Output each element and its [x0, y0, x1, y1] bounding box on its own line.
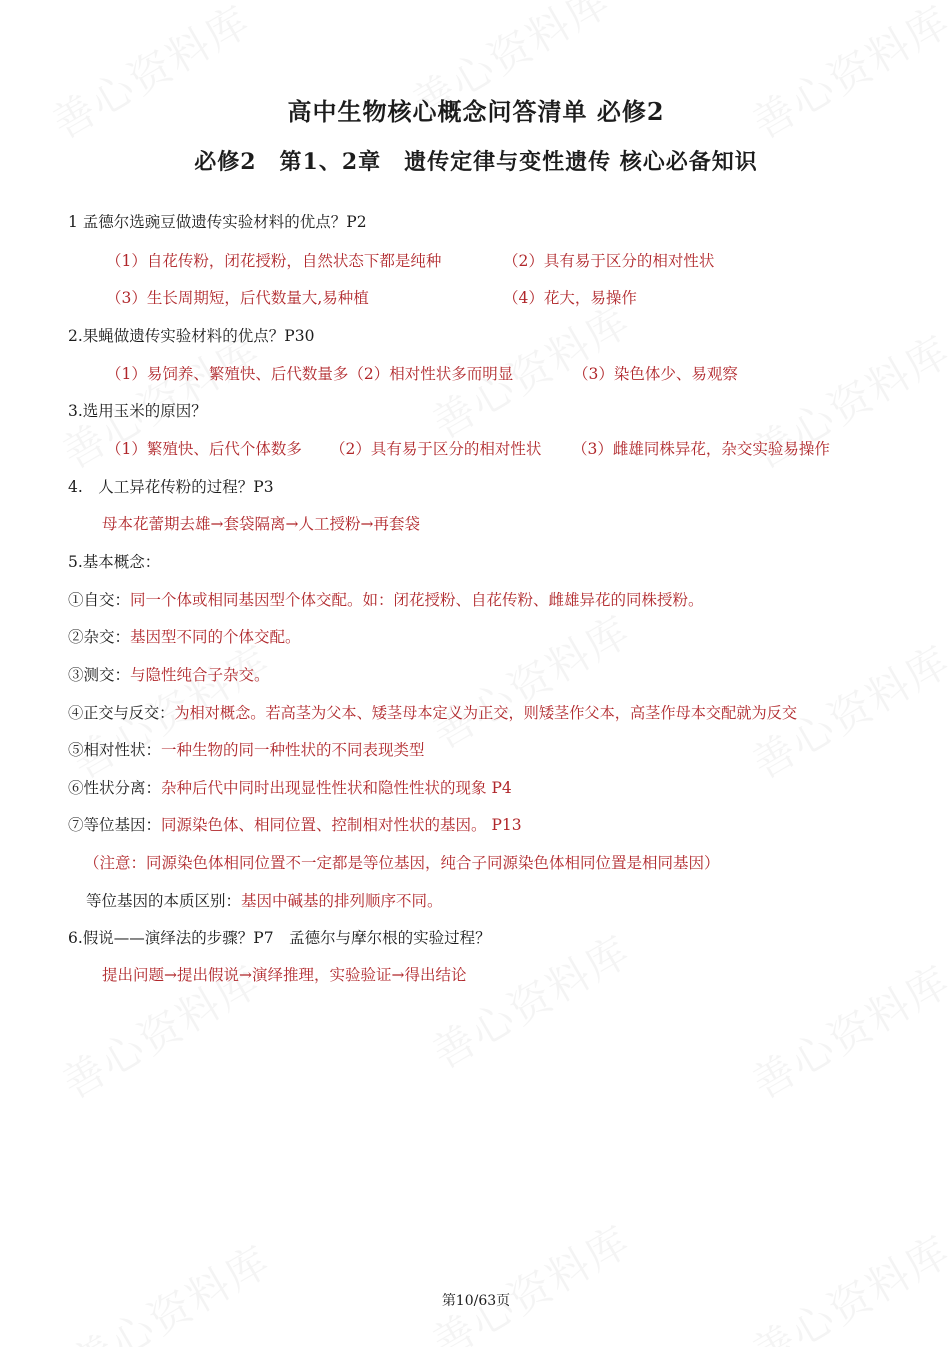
answer-1-4: （4）花大，易操作	[503, 289, 637, 307]
concept-term: ④正交与反交：	[68, 704, 175, 722]
concept-definition: 杂种后代中同时出现显性性状和隐性性状的现象 P4	[161, 779, 512, 797]
concept-item	[68, 626, 301, 648]
question-2: 2.果蝇做遗传实验材料的优点？P30	[68, 327, 315, 345]
answer-3-3: （3）雌雄同株异花，杂交实验易操作	[572, 440, 830, 458]
answer-3-2: （2）具有易于区分的相对性状	[330, 440, 542, 458]
answer-4: 母本花蕾期去雄→套袋隔离→人工授粉→再套袋	[102, 515, 420, 533]
watermark	[420, 1209, 641, 1347]
question-4: 4. 人工异花传粉的过程？P3	[68, 478, 274, 496]
concept-term: ②杂交：	[68, 628, 131, 646]
watermark	[740, 949, 952, 1111]
concept-term: ⑥性状分离：	[68, 779, 162, 797]
note: （注意：同源染色体相同位置不一定都是等位基因，纯合子同源染色体相同位置是相同基因）	[84, 854, 720, 872]
answer-3-1: （1）繁殖快、后代个体数多	[106, 440, 302, 458]
page-number: 第10/63页	[441, 1293, 511, 1309]
watermark	[740, 1219, 952, 1347]
concept-item	[68, 739, 425, 761]
concept-definition: 与隐性纯合子杂交。	[130, 666, 270, 684]
concept-item	[68, 702, 797, 724]
concept-term: ⑤相对性状：	[68, 741, 162, 759]
concept-essence	[86, 890, 443, 912]
watermark	[60, 1229, 281, 1347]
page-title: 高中生物核心概念问答清单 必修2	[287, 97, 665, 126]
question-5: 5.基本概念：	[68, 553, 161, 571]
concept-term: ⑦等位基因：	[68, 816, 162, 834]
concept-definition: 同一个体或相同基因型个体交配。如：闭花授粉、自花传粉、雌雄异花的同株授粉。	[130, 591, 704, 609]
concept-definition: 同源染色体、相同位置、控制相对性状的基因。 P13	[161, 816, 522, 834]
concept-definition: 为相对概念。若高茎为父本、矮茎母本定义为正交，则矮茎作父本，高茎作母本交配就为反交	[174, 704, 797, 722]
concept-term: ③测交：	[68, 666, 131, 684]
concept-item	[68, 664, 270, 686]
answer-6: 提出问题→提出假说→演绎推理，实验验证→得出结论	[102, 966, 467, 984]
answer-1-1: （1）自花传粉，闭花授粉，自然状态下都是纯种	[106, 252, 442, 270]
answer-1-3: （3）生长周期短，后代数量大,易种植	[106, 289, 369, 307]
concept-item	[68, 589, 704, 611]
concept-definition: 一种生物的同一种性状的不同表现类型	[161, 741, 425, 759]
concept-item	[68, 777, 512, 799]
answer-1-2: （2）具有易于区分的相对性状	[503, 252, 715, 270]
concept-item	[68, 814, 522, 836]
watermark	[740, 0, 952, 151]
answer-2-1: （1）易饲养、繁殖快、后代数量多（2）相对性状多而明显	[106, 365, 514, 383]
concept-term: ①自交：	[68, 591, 131, 609]
concept-definition: 基因中碱基的排列顺序不同。	[241, 892, 443, 910]
watermark	[420, 599, 641, 761]
question-3: 3.选用玉米的原因？	[68, 402, 207, 420]
concept-definition: 基因型不同的个体交配。	[130, 628, 301, 646]
question-6: 6.假说——演绎法的步骤？P7 孟德尔与摩尔根的实验过程？	[68, 929, 491, 947]
question-1: 1 孟德尔选豌豆做遗传实验材料的优点？P2	[68, 213, 367, 231]
answer-2-2: （3）染色体少、易观察	[573, 365, 738, 383]
page-subtitle: 必修2 第1、2章 遗传定律与变性遗传 核心必备知识	[194, 149, 758, 175]
watermark	[40, 0, 261, 151]
concept-term: 等位基因的本质区别：	[86, 892, 242, 910]
